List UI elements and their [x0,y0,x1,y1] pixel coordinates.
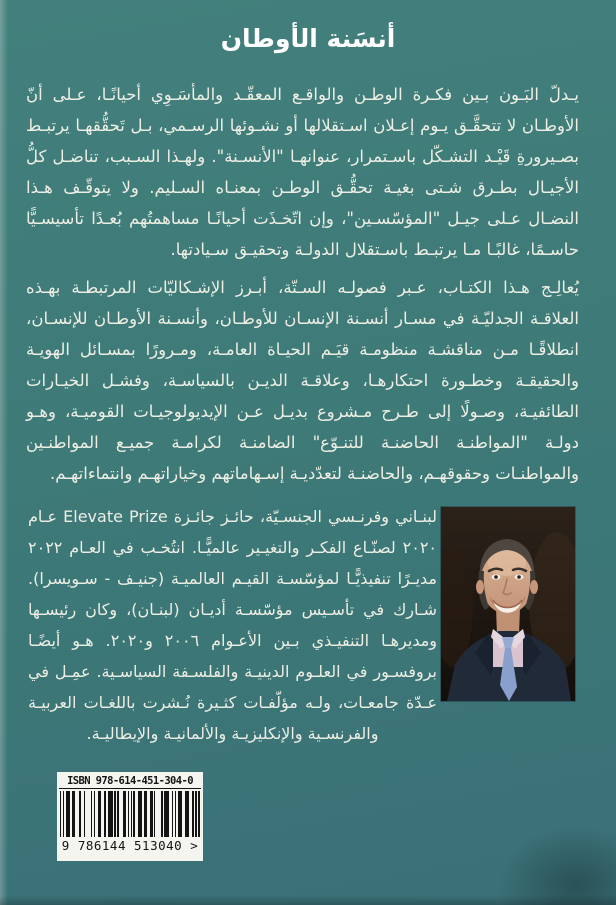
synopsis-paragraph-1: يـدلّ البَـون بـين فكـرة الوطـن والواقـع المعقّـد والمأسَـوِي أحيانًـا، عـلى أنّ الأوطـان لا تتحقَّـق يـوم إعـلان اسـتقلالها أو نشـوئها الرسـمي، بـل تَحقُّقهـا يرتبـط بصـيرورةِ قَيْـد التشـكّل باسـتمرار، عنوانهـا "الأنسـنة". ولهـذا السـبب، تناضـل كلُّ الأجيـال بطـرق شـتى بغيـة تحقُّـق الوطـن بمعنـاه السـليم. ولا يتوقّـف هـذا النضـال عـلى جيـل "المؤسّسـين"، وإن اتّخـذَت أحيانًـا مساهمتُهم بُعـدًا تأسيسـيًّا حاسـمًا، غالبًـا مـا يرتبـط باسـتقلال الدولـة وتحقيـق سـيادتها. [26,85,579,259]
barcode-digits: 9 786144 513040 > [61,838,199,853]
book-title: أنسَنة الأوطان [220,24,396,53]
synopsis-paragraph-2: يُعالِـج هـذا الكتـاب، عـبر فصولـه السـتّة، أبـرز الإشـكاليّات المرتبطـة بهـذه العلاقـة الجدليّـة في مسـار أنسـنة الإنسـان للأوطـان، وأنسـنة الأوطـان للإنسـان، انطلاقًـا مـن مناقشـة منظومـة قيَـم الحيـاة العامـة، ومـرورًا بمسـائل الهويـة والحقيقـة وخطـورة احتكارهـا، وعلاقـة الديـن بالسياسـة، وفشـل الخيـارات الطائفيـة، وصـولًا إلى طـرح مـشروع بديـل عـن الإيديولوجيـات القوميـة، وهـو دولـة "المواطنـة الحاضنـة للتنـوّع" الضامنـة لكرامـة جميـع المواطنـين والمواطنـات وحقوقهـم، والحاضنـة لتعدّديـة إسـهاماتهم وخياراتهـم وانتماءاتهـم. [26,278,579,483]
scan-edge-highlight [0,0,8,905]
author-portrait-illustration [441,507,575,701]
author-bio: لبنـاني وفرنـسي الجنسـيّة، حائـز جائـزة Elevate Prize عـام ٢٠٢٠ لصنّـاع الفكـر والتغيـير عالميًّـا. انتُخـب في العـام ٢٠٢٢ مديـرًا تنفيذيًّـا لمؤسّسـة القيـم العالميـة (جنيـف - سـويسرا). شـارك في تأسـيس مؤسّسـة أديـان (لبنـان)، وكان رئيسـها ومديرهـا التنفيـذي بـين الأعـوام ٢٠٠٦ و٢٠٢٠. هـو أيضًـا بروفسـور في العلـوم الدينيـة والفلسـفة السياسـية. عمِـل في عـدّة جامعـات، ولـه مؤلّفـات كثـيرة نُـشرت باللغـات العربيـة والفرنسـية والإنكليزيـة والألمانيـة والإيطاليـة. [28,507,438,743]
isbn-barcode [57,772,203,861]
scan-corner-shadow [496,825,616,905]
barcode-bars [60,791,200,837]
isbn-label: ISBN 978-614-451-304-0 [59,775,201,789]
scan-edge-shadow [0,895,616,905]
author-photo [441,507,575,701]
